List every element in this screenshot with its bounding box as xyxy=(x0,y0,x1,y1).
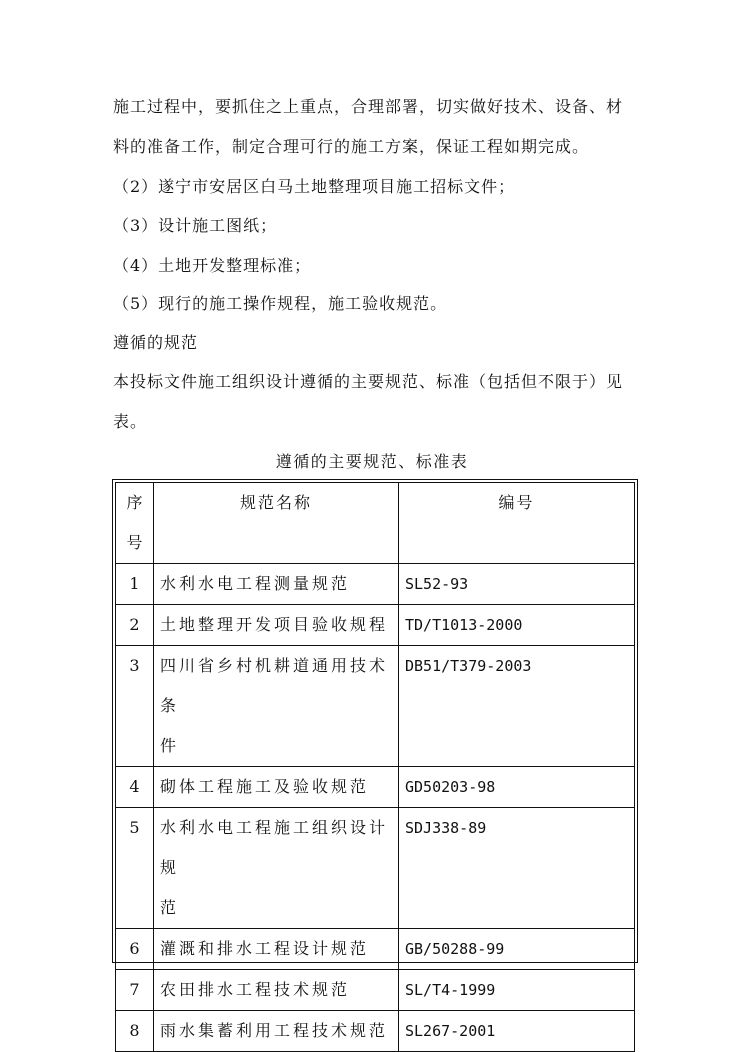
table-row xyxy=(116,808,635,929)
row-name: 水利水电工程测量规范 xyxy=(154,564,399,605)
row-index: 2 xyxy=(116,605,154,646)
list-item: （5）现行的施工操作规程，施工验收规范。 xyxy=(113,294,448,313)
header-code: 编号 xyxy=(399,483,635,564)
row-index: 8 xyxy=(116,1011,154,1052)
paragraph-line: 本投标文件施工组织设计遵循的主要规范、标准（包括但不限于）见 xyxy=(113,372,624,391)
table-row xyxy=(116,1011,635,1052)
row-name: 砌体工程施工及验收规范 xyxy=(154,767,399,808)
row-code: SDJ338-89 xyxy=(399,808,635,929)
table-caption: 遵循的主要规范、标准表 xyxy=(275,452,469,471)
row-code: SL/T4-1999 xyxy=(399,970,635,1011)
row-index: 6 xyxy=(116,929,154,970)
row-code: GB/50288-99 xyxy=(399,929,635,970)
header-name: 规范名称 xyxy=(154,483,399,564)
table-row xyxy=(116,970,635,1011)
row-index: 1 xyxy=(116,564,154,605)
paragraph-line: 料的准备工作，制定合理可行的施工方案，保证工程如期完成。 xyxy=(113,137,590,156)
section-heading: 遵循的规范 xyxy=(113,333,199,352)
paragraph-line: 施工过程中，要抓住之上重点，合理部署，切实做好技术、设备、材 xyxy=(113,97,624,116)
row-index: 3 xyxy=(116,646,154,767)
row-index: 7 xyxy=(116,970,154,1011)
table-row xyxy=(116,646,635,767)
table-row xyxy=(116,929,635,970)
row-index: 5 xyxy=(116,808,154,929)
table-row xyxy=(116,767,635,808)
row-code: SL267-2001 xyxy=(399,1011,635,1052)
table-row xyxy=(116,605,635,646)
row-name: 土地整理开发项目验收规程 xyxy=(154,605,399,646)
row-code: DB51/T379-2003 xyxy=(399,646,635,767)
row-code: TD/T1013-2000 xyxy=(399,605,635,646)
table-header-row xyxy=(116,483,635,564)
row-name: 四川省乡村机耕道通用技术条 件 xyxy=(154,646,399,767)
paragraph-line: 表。 xyxy=(113,412,148,431)
row-index: 4 xyxy=(116,767,154,808)
row-name: 农田排水工程技术规范 xyxy=(154,970,399,1011)
row-name: 雨水集蓄利用工程技术规范 xyxy=(154,1011,399,1052)
list-item: （2）遂宁市安居区白马土地整理项目施工招标文件； xyxy=(113,177,516,196)
row-name: 灌溉和排水工程设计规范 xyxy=(154,929,399,970)
row-code: SL52-93 xyxy=(399,564,635,605)
header-index: 序 号 xyxy=(116,483,154,564)
row-name: 水利水电工程施工组织设计规 范 xyxy=(154,808,399,929)
list-item: （3）设计施工图纸； xyxy=(113,216,278,235)
list-item: （4）土地开发整理标准； xyxy=(113,256,312,275)
row-code: GD50203-98 xyxy=(399,767,635,808)
standards-table xyxy=(112,479,638,1040)
table-row xyxy=(116,564,635,605)
